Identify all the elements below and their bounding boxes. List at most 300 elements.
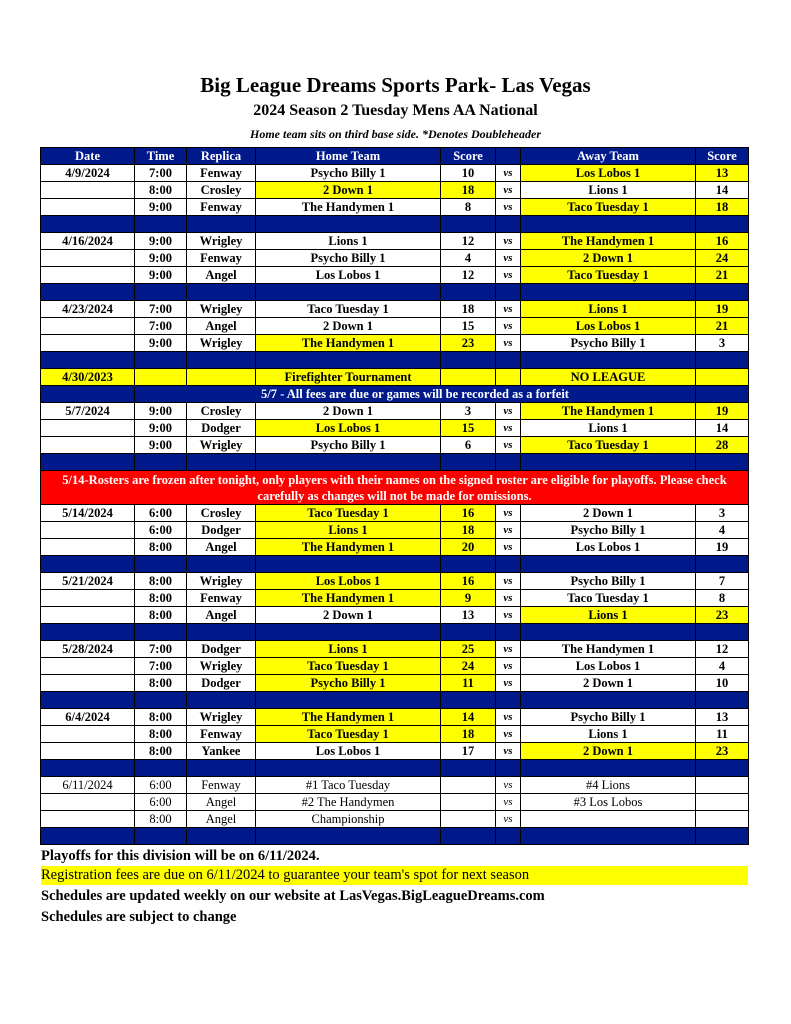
away-team-cell: Psycho Billy 1 — [521, 573, 696, 590]
away-score-cell: 23 — [696, 743, 749, 760]
game-row — [41, 743, 749, 760]
away-score-cell: 14 — [696, 420, 749, 437]
field-cell: Angel — [187, 318, 256, 335]
away-team-cell: Taco Tuesday 1 — [521, 437, 696, 454]
time-cell: 9:00 — [135, 233, 187, 250]
separator-cell — [41, 352, 135, 369]
separator-cell — [256, 284, 441, 301]
date-cell: 5/21/2024 — [41, 573, 135, 590]
date-cell — [41, 182, 135, 199]
time-cell: 8:00 — [135, 726, 187, 743]
away-score-cell: 19 — [696, 539, 749, 556]
separator-cell — [135, 624, 187, 641]
away-score-cell: 19 — [696, 403, 749, 420]
date-cell — [41, 726, 135, 743]
separator-cell — [187, 556, 256, 573]
away-score-cell: 4 — [696, 658, 749, 675]
separator-row — [41, 624, 749, 641]
separator-row — [41, 692, 749, 709]
time-cell: 9:00 — [135, 335, 187, 352]
separator-cell — [441, 828, 496, 845]
field-cell: Wrigley — [187, 233, 256, 250]
field-cell: Fenway — [187, 777, 256, 794]
date-cell: 5/7/2024 — [41, 403, 135, 420]
page-title: Big League Dreams Sports Park- Las Vegas — [200, 73, 591, 97]
time-cell: 8:00 — [135, 709, 187, 726]
separator-cell — [135, 828, 187, 845]
vs-cell: vs — [496, 573, 521, 590]
away-score-cell: 18 — [696, 199, 749, 216]
home-team-cell: Championship — [256, 811, 441, 828]
away-team-cell: Lions 1 — [521, 301, 696, 318]
separator-cell — [696, 352, 749, 369]
away-team-cell — [521, 811, 696, 828]
home-team-cell: Taco Tuesday 1 — [256, 505, 441, 522]
home-score-cell: 23 — [441, 335, 496, 352]
separator-cell — [696, 454, 749, 471]
separator-cell — [135, 760, 187, 777]
home-score-cell: 18 — [441, 726, 496, 743]
separator-cell — [441, 692, 496, 709]
home-team-cell: The Handymen 1 — [256, 539, 441, 556]
separator-cell — [187, 454, 256, 471]
time-cell: 8:00 — [135, 590, 187, 607]
website-note: Schedules are updated weekly on our website at LasVegas.BigLeagueDreams.com — [41, 888, 545, 904]
separator-cell — [256, 760, 441, 777]
separator-cell — [496, 760, 521, 777]
home-team-cell: The Handymen 1 — [256, 590, 441, 607]
separator-cell — [187, 216, 256, 233]
field-cell: Dodger — [187, 420, 256, 437]
blank-cell — [41, 386, 135, 403]
away-score-cell — [696, 811, 749, 828]
away-score-cell: 24 — [696, 250, 749, 267]
field-cell: Wrigley — [187, 658, 256, 675]
time-cell: 8:00 — [135, 182, 187, 199]
separator-cell — [41, 454, 135, 471]
date-cell — [41, 318, 135, 335]
home-team-cell: Psycho Billy 1 — [256, 437, 441, 454]
separator-cell — [256, 828, 441, 845]
date-cell: 4/9/2024 — [41, 165, 135, 182]
field-cell: Crosley — [187, 505, 256, 522]
date-cell — [41, 590, 135, 607]
away-score-cell: 8 — [696, 590, 749, 607]
separator-cell — [496, 624, 521, 641]
home-score-cell: 15 — [441, 420, 496, 437]
home-score-cell: 11 — [441, 675, 496, 692]
date-cell — [41, 794, 135, 811]
vs-cell: vs — [496, 335, 521, 352]
home-score-cell — [441, 794, 496, 811]
separator-cell — [41, 624, 135, 641]
playoff-game-row — [41, 811, 749, 828]
vs-cell: vs — [496, 590, 521, 607]
vs-cell: vs — [496, 267, 521, 284]
separator-cell — [496, 352, 521, 369]
game-row — [41, 318, 749, 335]
field-cell: Fenway — [187, 726, 256, 743]
date-cell — [41, 675, 135, 692]
time-cell: 9:00 — [135, 437, 187, 454]
home-team-cell: Taco Tuesday 1 — [256, 301, 441, 318]
away-team-cell: Taco Tuesday 1 — [521, 199, 696, 216]
separator-cell — [696, 760, 749, 777]
away-team-cell: Lions 1 — [521, 726, 696, 743]
away-score-cell: 28 — [696, 437, 749, 454]
playoff-game-row — [41, 794, 749, 811]
field-cell: Angel — [187, 267, 256, 284]
date-cell — [41, 267, 135, 284]
field-cell: Dodger — [187, 522, 256, 539]
announcement-text: 5/7 - All fees are due or games will be recorded as a forfeit — [135, 386, 696, 403]
home-team-cell: The Handymen 1 — [256, 199, 441, 216]
home-score-cell: 17 — [441, 743, 496, 760]
game-row — [41, 658, 749, 675]
away-score-cell: 7 — [696, 573, 749, 590]
separator-cell — [521, 284, 696, 301]
separator-cell — [441, 284, 496, 301]
time-cell: 9:00 — [135, 267, 187, 284]
away-team-cell: 2 Down 1 — [521, 505, 696, 522]
field-cell: Crosley — [187, 182, 256, 199]
column-header: Score — [441, 148, 496, 165]
home-team-cell: Psycho Billy 1 — [256, 165, 441, 182]
vs-cell: vs — [496, 777, 521, 794]
away-team-cell: 2 Down 1 — [521, 675, 696, 692]
date-cell: 4/23/2024 — [41, 301, 135, 318]
home-score-cell: 10 — [441, 165, 496, 182]
separator-cell — [696, 624, 749, 641]
field-cell: Yankee — [187, 743, 256, 760]
game-row — [41, 505, 749, 522]
away-team-cell: Psycho Billy 1 — [521, 335, 696, 352]
separator-cell — [41, 692, 135, 709]
home-team-cell: 2 Down 1 — [256, 607, 441, 624]
vs-cell: vs — [496, 182, 521, 199]
game-row — [41, 165, 749, 182]
away-team-cell: #3 Los Lobos — [521, 794, 696, 811]
vs-cell: vs — [496, 675, 521, 692]
separator-cell — [256, 624, 441, 641]
game-row — [41, 403, 749, 420]
status-cell: NO LEAGUE — [521, 369, 696, 386]
away-score-cell: 3 — [696, 505, 749, 522]
separator-cell — [496, 556, 521, 573]
separator-row — [41, 352, 749, 369]
game-row — [41, 709, 749, 726]
away-score-cell: 4 — [696, 522, 749, 539]
vs-cell: vs — [496, 420, 521, 437]
game-row — [41, 420, 749, 437]
date-cell: 5/14/2024 — [41, 505, 135, 522]
game-row — [41, 233, 749, 250]
schedule-note: Home team sits on third base side. *Denotes Doubleheader — [250, 127, 541, 141]
vs-cell: vs — [496, 233, 521, 250]
time-cell: 8:00 — [135, 539, 187, 556]
home-score-cell: 14 — [441, 709, 496, 726]
field-cell: Angel — [187, 794, 256, 811]
field-cell: Angel — [187, 539, 256, 556]
time-cell: 9:00 — [135, 250, 187, 267]
field-cell: Wrigley — [187, 573, 256, 590]
separator-row — [41, 284, 749, 301]
time-cell: 7:00 — [135, 301, 187, 318]
schedule-table — [40, 147, 749, 845]
field-cell: Wrigley — [187, 335, 256, 352]
time-cell: 6:00 — [135, 505, 187, 522]
separator-cell — [496, 692, 521, 709]
separator-cell — [521, 692, 696, 709]
away-score-cell: 19 — [696, 301, 749, 318]
playoff-game-row — [41, 777, 749, 794]
home-score-cell: 9 — [441, 590, 496, 607]
table-header-row — [41, 148, 749, 165]
column-header: Time — [135, 148, 187, 165]
separator-cell — [187, 692, 256, 709]
column-header — [496, 148, 521, 165]
separator-cell — [135, 692, 187, 709]
separator-cell — [187, 284, 256, 301]
time-cell: 9:00 — [135, 420, 187, 437]
away-score-cell: 21 — [696, 267, 749, 284]
date-cell — [41, 335, 135, 352]
field-cell: Fenway — [187, 250, 256, 267]
home-team-cell: #2 The Handymen — [256, 794, 441, 811]
time-cell: 6:00 — [135, 522, 187, 539]
home-score-cell: 3 — [441, 403, 496, 420]
time-cell: 8:00 — [135, 675, 187, 692]
change-note: Schedules are subject to change — [41, 909, 237, 925]
date-cell — [41, 522, 135, 539]
event-cell: Firefighter Tournament — [256, 369, 441, 386]
roster-alert-row — [41, 471, 749, 505]
separator-cell — [41, 216, 135, 233]
away-score-cell — [696, 794, 749, 811]
home-score-cell: 12 — [441, 233, 496, 250]
separator-cell — [441, 216, 496, 233]
away-team-cell: Psycho Billy 1 — [521, 522, 696, 539]
game-row — [41, 267, 749, 284]
game-row — [41, 437, 749, 454]
time-cell: 7:00 — [135, 165, 187, 182]
away-score-cell — [696, 777, 749, 794]
away-score-cell: 21 — [696, 318, 749, 335]
game-row — [41, 590, 749, 607]
separator-cell — [135, 352, 187, 369]
home-team-cell: 2 Down 1 — [256, 403, 441, 420]
vs-cell: vs — [496, 743, 521, 760]
away-team-cell: Taco Tuesday 1 — [521, 590, 696, 607]
separator-cell — [496, 828, 521, 845]
game-row — [41, 539, 749, 556]
home-team-cell: Los Lobos 1 — [256, 267, 441, 284]
home-team-cell: Psycho Billy 1 — [256, 675, 441, 692]
date-cell — [41, 539, 135, 556]
away-team-cell: Los Lobos 1 — [521, 658, 696, 675]
announcement-row — [41, 386, 749, 403]
vs-cell: vs — [496, 522, 521, 539]
separator-cell — [496, 454, 521, 471]
home-team-cell: Psycho Billy 1 — [256, 250, 441, 267]
separator-cell — [696, 216, 749, 233]
away-score-cell: 12 — [696, 641, 749, 658]
field-cell: Wrigley — [187, 301, 256, 318]
away-team-cell: Lions 1 — [521, 420, 696, 437]
vs-cell: vs — [496, 709, 521, 726]
separator-cell — [256, 692, 441, 709]
home-team-cell: Lions 1 — [256, 522, 441, 539]
field-cell: Wrigley — [187, 709, 256, 726]
page-subtitle: 2024 Season 2 Tuesday Mens AA National — [253, 102, 538, 119]
date-cell: 6/11/2024 — [41, 777, 135, 794]
blank-cell — [696, 369, 749, 386]
time-cell: 8:00 — [135, 743, 187, 760]
separator-cell — [696, 828, 749, 845]
home-score-cell: 16 — [441, 573, 496, 590]
column-header: Replica — [187, 148, 256, 165]
separator-cell — [521, 352, 696, 369]
date-cell — [41, 199, 135, 216]
time-cell: 8:00 — [135, 607, 187, 624]
vs-cell: vs — [496, 811, 521, 828]
separator-cell — [41, 556, 135, 573]
home-team-cell: Lions 1 — [256, 233, 441, 250]
vs-cell: vs — [496, 301, 521, 318]
home-score-cell: 18 — [441, 182, 496, 199]
vs-cell: vs — [496, 726, 521, 743]
game-row — [41, 301, 749, 318]
time-cell: 7:00 — [135, 658, 187, 675]
vs-cell: vs — [496, 658, 521, 675]
registration-note: Registration fees are due on 6/11/2024 to guarantee your team's spot for next season — [41, 866, 748, 885]
separator-row — [41, 454, 749, 471]
vs-cell: vs — [496, 318, 521, 335]
vs-cell: vs — [496, 794, 521, 811]
column-header: Away Team — [521, 148, 696, 165]
game-row — [41, 675, 749, 692]
separator-cell — [187, 624, 256, 641]
time-cell: 9:00 — [135, 403, 187, 420]
field-cell: Fenway — [187, 590, 256, 607]
date-cell — [41, 811, 135, 828]
time-cell: 6:00 — [135, 794, 187, 811]
date-cell — [41, 420, 135, 437]
date-cell — [41, 658, 135, 675]
separator-cell — [496, 216, 521, 233]
vs-cell: vs — [496, 199, 521, 216]
time-cell: 8:00 — [135, 573, 187, 590]
separator-cell — [521, 454, 696, 471]
time-cell: 8:00 — [135, 811, 187, 828]
home-score-cell: 18 — [441, 522, 496, 539]
field-cell: Wrigley — [187, 437, 256, 454]
separator-cell — [256, 454, 441, 471]
home-score-cell: 15 — [441, 318, 496, 335]
time-cell: 9:00 — [135, 199, 187, 216]
home-team-cell: Taco Tuesday 1 — [256, 726, 441, 743]
away-team-cell: Lions 1 — [521, 607, 696, 624]
field-cell: Dodger — [187, 675, 256, 692]
away-score-cell: 13 — [696, 709, 749, 726]
separator-cell — [187, 828, 256, 845]
separator-row — [41, 216, 749, 233]
field-cell: Dodger — [187, 641, 256, 658]
date-cell — [41, 437, 135, 454]
separator-row — [41, 828, 749, 845]
home-score-cell: 18 — [441, 301, 496, 318]
away-team-cell: The Handymen 1 — [521, 403, 696, 420]
date-cell: 5/28/2024 — [41, 641, 135, 658]
blank-cell — [441, 369, 496, 386]
separator-cell — [441, 556, 496, 573]
game-row — [41, 250, 749, 267]
home-score-cell: 13 — [441, 607, 496, 624]
separator-cell — [521, 760, 696, 777]
home-team-cell: The Handymen 1 — [256, 709, 441, 726]
game-row — [41, 573, 749, 590]
away-score-cell: 23 — [696, 607, 749, 624]
field-cell: Angel — [187, 811, 256, 828]
vs-cell: vs — [496, 437, 521, 454]
blank-cell — [187, 369, 256, 386]
date-cell — [41, 250, 135, 267]
separator-cell — [521, 216, 696, 233]
game-row — [41, 182, 749, 199]
separator-cell — [187, 760, 256, 777]
separator-cell — [441, 454, 496, 471]
home-score-cell — [441, 777, 496, 794]
date-cell: 4/30/2023 — [41, 369, 135, 386]
separator-row — [41, 760, 749, 777]
away-score-cell: 16 — [696, 233, 749, 250]
vs-cell: vs — [496, 607, 521, 624]
separator-cell — [496, 284, 521, 301]
home-score-cell: 20 — [441, 539, 496, 556]
separator-cell — [521, 556, 696, 573]
away-score-cell: 11 — [696, 726, 749, 743]
home-team-cell: 2 Down 1 — [256, 318, 441, 335]
home-team-cell: Taco Tuesday 1 — [256, 658, 441, 675]
column-header: Home Team — [256, 148, 441, 165]
date-cell — [41, 607, 135, 624]
separator-cell — [441, 352, 496, 369]
blank-cell — [496, 369, 521, 386]
away-team-cell: The Handymen 1 — [521, 641, 696, 658]
field-cell: Fenway — [187, 165, 256, 182]
separator-cell — [256, 556, 441, 573]
home-team-cell: Los Lobos 1 — [256, 573, 441, 590]
home-team-cell: Lions 1 — [256, 641, 441, 658]
playoffs-note: Playoffs for this division will be on 6/11/2024. — [41, 848, 320, 864]
home-score-cell: 16 — [441, 505, 496, 522]
separator-cell — [256, 216, 441, 233]
away-score-cell: 13 — [696, 165, 749, 182]
separator-cell — [135, 284, 187, 301]
separator-cell — [696, 556, 749, 573]
time-cell: 6:00 — [135, 777, 187, 794]
separator-row — [41, 556, 749, 573]
home-team-cell: The Handymen 1 — [256, 335, 441, 352]
home-score-cell: 25 — [441, 641, 496, 658]
separator-cell — [696, 284, 749, 301]
home-team-cell: 2 Down 1 — [256, 182, 441, 199]
game-row — [41, 726, 749, 743]
tournament-row — [41, 369, 749, 386]
home-team-cell: #1 Taco Tuesday — [256, 777, 441, 794]
home-score-cell: 8 — [441, 199, 496, 216]
home-score-cell — [441, 811, 496, 828]
